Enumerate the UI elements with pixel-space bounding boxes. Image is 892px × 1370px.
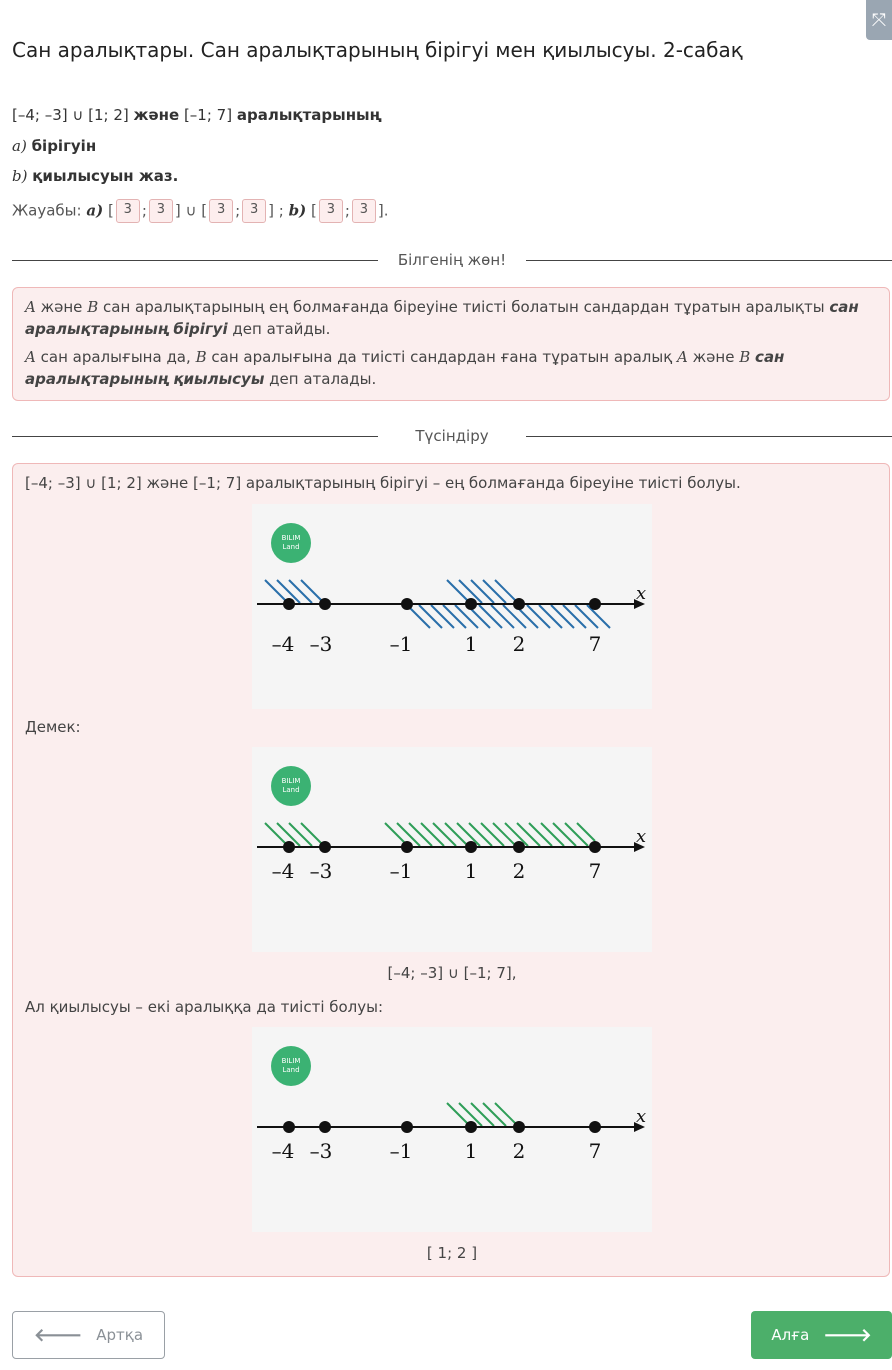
tick-label: 2 <box>512 1139 526 1163</box>
hatch-set-a <box>265 580 518 603</box>
tick-label: –4 <box>271 632 295 656</box>
divider-know: Білгенің жөн! <box>12 250 892 270</box>
number-line-union <box>252 747 652 952</box>
hatch-set-b <box>407 605 610 628</box>
tick-label: –4 <box>271 859 295 883</box>
back-button[interactable]: 🡐 Артқа <box>12 1311 165 1359</box>
svg-text:x: x <box>636 826 647 847</box>
tick-label: 2 <box>512 859 526 883</box>
union-result: [–4; –3] ∪ [–1; 7], <box>387 964 517 982</box>
arrow-right-icon: 🡒 <box>823 1324 872 1346</box>
tick-label: 7 <box>588 859 602 883</box>
definition-intersection: A сан аралығына да, B сан аралығына да тиісті сандардан ғана тұратын аралық A және B сан аралықтарының қиылысуы деп аталады. <box>25 348 785 388</box>
divider-explain: Түсіндіру <box>12 426 892 446</box>
tick-label: –1 <box>389 859 413 883</box>
tick-label: 1 <box>464 859 478 883</box>
tick-label: 1 <box>464 1139 478 1163</box>
tick-label: –1 <box>389 632 413 656</box>
next-button[interactable]: Алға 🡒 <box>751 1311 892 1359</box>
part-a: a) бірігуін <box>12 137 97 155</box>
answer-input-1[interactable]: 3 <box>116 199 140 223</box>
answer-input-3[interactable]: 3 <box>209 199 233 223</box>
figure-both-intervals <box>252 504 652 709</box>
question-tail: аралықтарының <box>236 106 382 124</box>
svg-text:Land: Land <box>282 1066 300 1074</box>
part-b: b) қиылысуын жаз. <box>12 167 179 185</box>
tick-label: –3 <box>309 1139 333 1163</box>
bilimland-logo-icon <box>271 766 311 806</box>
definition-union: A және B сан аралықтарының ең болмағанда біреуіне тиісті болатын сандардан тұратын аралықты сан аралықтарының бірігуі деп атайды. <box>25 298 859 338</box>
svg-text:BILIM: BILIM <box>281 777 301 785</box>
question-line <box>12 106 382 124</box>
bilimland-logo-icon <box>271 1046 311 1086</box>
number-line-both <box>252 504 652 709</box>
svg-text:BILIM: BILIM <box>281 1057 301 1065</box>
tick-label: –4 <box>271 1139 295 1163</box>
tick-label: 2 <box>512 632 526 656</box>
therefore-label: Демек: <box>25 718 81 736</box>
hatch-union <box>265 823 595 846</box>
figure-union <box>252 747 652 952</box>
tick-label: 7 <box>588 1139 602 1163</box>
tick-label: –3 <box>309 859 333 883</box>
number-line-intersection <box>252 1027 652 1232</box>
tick-label: 1 <box>464 632 478 656</box>
figure-intersection <box>252 1027 652 1232</box>
svg-text:Land: Land <box>282 543 300 551</box>
intersection-intro: Ал қиылысуы – екі аралыққа да тиісті болуы: <box>25 998 384 1016</box>
info-box <box>12 287 890 401</box>
answer-input-6[interactable]: 3 <box>352 199 376 223</box>
hatch-intersection <box>447 1103 518 1126</box>
bilimland-logo-icon <box>271 523 311 563</box>
answer-row: Жауабы: a) [ 3 ; 3 ] ∪ [ 3 ; 3 ] ; b) [ 3 ; 3 ]. <box>12 199 389 223</box>
answer-label: Жауабы: <box>12 201 82 220</box>
svg-text:BILIM: BILIM <box>281 534 301 542</box>
intersection-result: [ 1; 2 ] <box>426 1244 478 1262</box>
interval-a: [–4; –3] ∪ [1; 2] <box>12 106 129 124</box>
svg-text:Land: Land <box>282 786 300 794</box>
explain-intro: [–4; –3] ∪ [1; 2] және [–1; 7] аралықтарының бірігуі – ең болмағанда біреуіне тиісті болуы. <box>25 474 741 492</box>
expand-icon[interactable]: ⤧ <box>866 0 892 40</box>
interval-b: [–1; 7] <box>183 106 233 124</box>
and-word: және <box>133 106 180 124</box>
svg-text:x: x <box>636 1106 647 1127</box>
arrow-left-icon: 🡐 <box>33 1324 83 1346</box>
answer-input-2[interactable]: 3 <box>149 199 173 223</box>
tick-label: –3 <box>309 632 333 656</box>
page-title: Сан аралықтары. Сан аралықтарының бірігуі мен қиылысуы. 2-сабақ <box>12 38 743 62</box>
explain-box <box>12 463 890 1277</box>
answer-input-5[interactable]: 3 <box>319 199 343 223</box>
answer-input-4[interactable]: 3 <box>242 199 266 223</box>
svg-text:x: x <box>636 583 647 604</box>
tick-label: –1 <box>389 1139 413 1163</box>
tick-label: 7 <box>588 632 602 656</box>
